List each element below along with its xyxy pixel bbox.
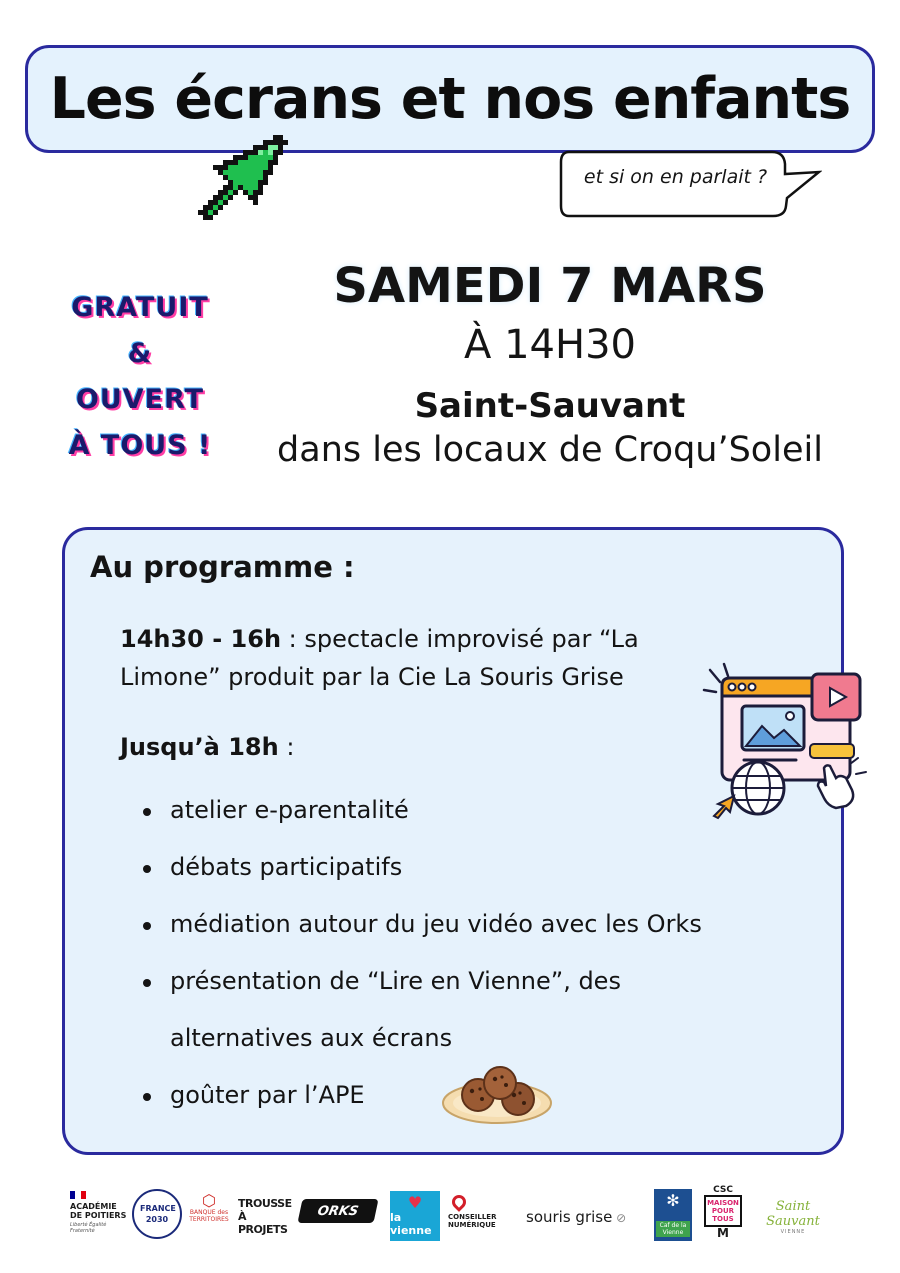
- badge-line-4: À TOUS !: [68, 430, 212, 461]
- event-town: Saint-Sauvant: [414, 386, 686, 426]
- logo-academie: ACADÉMIE DE POITIERS Liberté Égalité Fraternité: [70, 1191, 136, 1234]
- location-pin-icon: [449, 1192, 469, 1212]
- logo-conseiller-numerique: CONSEILLER NUMÉRIQUE: [448, 1195, 506, 1229]
- snowflake-icon: ✻: [666, 1191, 680, 1210]
- program-slot-1: [120, 620, 710, 696]
- slot-1-text: : spectacle improvisé par “La Limone” produit par la Cie La Souris Grise: [120, 625, 639, 691]
- badge-line-2: &: [127, 338, 153, 369]
- slot-2-text: :: [278, 733, 295, 761]
- list-item: présentation de “Lire en Vienne”, des alternatives aux écrans: [140, 953, 700, 1067]
- event-time: À 14H30: [464, 322, 636, 368]
- m-monogram-icon: M: [717, 1226, 729, 1240]
- cookies-plate-icon: [440, 1065, 555, 1125]
- logo-csc-maison-pour-tous: CSC MAISON POUR TOUS M: [704, 1185, 742, 1240]
- logo-banque-territoires: ⬡ BANQUE des TERRITOIRES: [189, 1191, 229, 1223]
- event-date: SAMEDI 7 MARS: [333, 258, 767, 314]
- bubble-text: et si on en parlait ?: [583, 166, 768, 188]
- logo-saint-sauvant: Saint Sauvant VIENNE: [766, 1199, 820, 1235]
- badge-line-3: OUVERT: [75, 384, 205, 415]
- program-heading: Au programme :: [90, 550, 355, 584]
- badge-line-1: GRATUIT: [71, 292, 209, 323]
- logo-france-2030: FRANCE 2030: [132, 1189, 182, 1239]
- pixel-cursor-icon: [193, 130, 293, 230]
- slot-1-time: 14h30 - 16h: [120, 625, 282, 653]
- list-item: débats participatifs: [140, 839, 800, 896]
- logo-trousse-projets: TROUSSE À PROJETS: [238, 1197, 292, 1236]
- page-title: Les écrans et nos enfants: [49, 66, 851, 132]
- list-item: atelier e-parentalité: [140, 782, 800, 839]
- free-badge: [45, 285, 235, 469]
- program-slot-2: [120, 728, 294, 766]
- flag-icon: [70, 1191, 86, 1199]
- title-banner: [25, 45, 875, 153]
- event-venue: dans les locaux de Croqu’Soleil: [277, 430, 823, 470]
- logo-vienne: ♥ la vienne: [390, 1191, 440, 1241]
- logo-caf: ✻ Caf de la Vienne: [654, 1189, 692, 1241]
- list-item: médiation autour du jeu vidéo avec les Orks: [140, 896, 800, 953]
- logo-souris-grise: souris grise ⊘: [526, 1208, 627, 1226]
- partner-logos: [60, 1185, 860, 1255]
- logo-orks: ORKS: [297, 1199, 378, 1223]
- web-browser-illustration-icon: [700, 660, 870, 820]
- hexagon-icon: ⬡: [202, 1191, 216, 1210]
- circle-slash-icon: ⊘: [612, 1211, 627, 1225]
- heart-icon: ♥: [407, 1193, 423, 1212]
- list-item: goûter par l’APE: [140, 1067, 800, 1124]
- slot-2-time: Jusqu’à 18h: [120, 733, 279, 761]
